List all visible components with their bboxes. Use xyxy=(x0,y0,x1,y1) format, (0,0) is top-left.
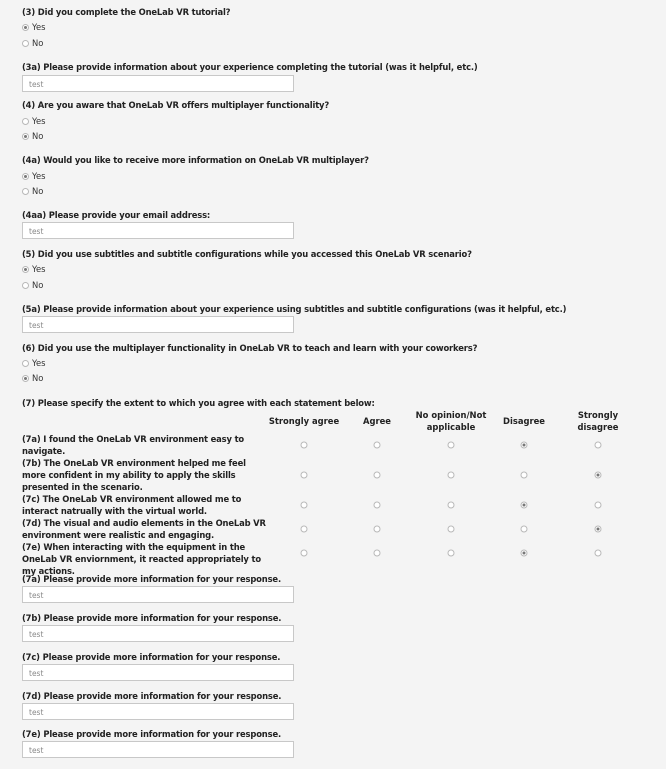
matrix-radio-7a-4[interactable] xyxy=(595,442,602,449)
radio-option-q4-yes[interactable] xyxy=(22,116,46,126)
matrix-radio-7b-0[interactable] xyxy=(301,472,308,479)
matrix-radio-7d-3[interactable] xyxy=(521,526,528,533)
question-label-q4: (4) Are you aware that OneLab VR offers multiplayer functionality? xyxy=(22,100,330,110)
followup-label: (7a) Please provide more information for your response. xyxy=(22,574,281,584)
question-label-q3: (3) Did you complete the OneLab VR tutorial? xyxy=(22,7,231,17)
radio-label: No xyxy=(32,131,44,141)
followup-label: (7d) Please provide more information for your response. xyxy=(22,691,282,701)
matrix-radio-7a-2[interactable] xyxy=(448,442,455,449)
matrix-radio-7b-3[interactable] xyxy=(521,472,528,479)
radio-option-q6-no[interactable] xyxy=(22,373,43,383)
radio-button[interactable] xyxy=(22,133,29,140)
matrix-row-statement: (7c) The OneLab VR environment allowed me to interact natrually with the virtual world. xyxy=(22,494,242,516)
question-label-q7: (7) Please specify the extent to which you agree with each statement below: xyxy=(22,398,375,408)
matrix-radio-7d-2[interactable] xyxy=(448,526,455,533)
radio-label: No xyxy=(32,186,44,196)
radio-option-q4a-yes[interactable] xyxy=(22,171,46,181)
radio-label: Yes xyxy=(32,264,46,274)
radio-option-q5-yes[interactable] xyxy=(22,264,46,274)
matrix-radio-7c-1[interactable] xyxy=(374,502,381,509)
question-label-q5: (5) Did you use subtitles and subtitle configurations while you accessed this OneLab VR scenario? xyxy=(22,249,472,259)
followup-label: (7c) Please provide more information for your response. xyxy=(22,652,281,662)
radio-option-q6-yes[interactable] xyxy=(22,358,46,368)
radio-button[interactable] xyxy=(22,173,29,180)
matrix-radio-7a-0[interactable] xyxy=(301,442,308,449)
text-input-q5a[interactable]: test xyxy=(22,316,294,333)
matrix-radio-7e-3[interactable] xyxy=(521,550,528,557)
radio-label: No xyxy=(32,280,44,290)
radio-label: No xyxy=(32,38,44,48)
matrix-column-header: Strongly disagree xyxy=(577,410,619,432)
followup-text-input[interactable]: test xyxy=(22,625,294,642)
matrix-radio-7a-1[interactable] xyxy=(374,442,381,449)
text-input-q3a[interactable]: test xyxy=(22,75,294,92)
radio-button[interactable] xyxy=(22,188,29,195)
question-label-q3a: (3a) Please provide information about your experience completing the tutorial (was it helpful, etc.) xyxy=(22,62,478,72)
followup-text-input[interactable]: test xyxy=(22,664,294,681)
matrix-radio-7b-2[interactable] xyxy=(448,472,455,479)
matrix-radio-7e-2[interactable] xyxy=(448,550,455,557)
matrix-radio-7e-0[interactable] xyxy=(301,550,308,557)
followup-label: (7e) Please provide more information for your response. xyxy=(22,729,282,739)
followup-text-input[interactable]: test xyxy=(22,703,294,720)
matrix-column-header: Agree xyxy=(363,416,391,426)
followup-text-input[interactable]: test xyxy=(22,586,294,603)
radio-label: Yes xyxy=(32,116,46,126)
matrix-row-statement: (7b) The OneLab VR environment helped me feel more confident in my ability to apply the skills presented in the scenario. xyxy=(22,458,246,492)
matrix-row-statement: (7d) The visual and audio elements in the OneLab VR environment were realistic and engaging. xyxy=(22,518,266,540)
matrix-radio-7a-3[interactable] xyxy=(521,442,528,449)
radio-option-q4-no[interactable] xyxy=(22,131,43,141)
radio-label: Yes xyxy=(32,22,46,32)
question-label-q5a: (5a) Please provide information about your experience using subtitles and subtitle configurations (was it helpful, etc.) xyxy=(22,304,567,314)
matrix-radio-7c-3[interactable] xyxy=(521,502,528,509)
matrix-radio-7d-1[interactable] xyxy=(374,526,381,533)
radio-label: Yes xyxy=(32,171,46,181)
radio-button[interactable] xyxy=(22,282,29,289)
matrix-column-header: Strongly agree xyxy=(268,416,340,426)
text-input-q4aa[interactable]: test xyxy=(22,222,294,239)
radio-option-q3-no[interactable] xyxy=(22,38,43,48)
matrix-column-header: No opinion/Not applicable xyxy=(415,410,487,432)
question-label-q6: (6) Did you use the multiplayer functionality in OneLab VR to teach and learn with your coworkers? xyxy=(22,343,478,353)
matrix-radio-7c-0[interactable] xyxy=(301,502,308,509)
matrix-column-header: Disagree xyxy=(503,416,545,426)
radio-button[interactable] xyxy=(22,118,29,125)
followup-label: (7b) Please provide more information for your response. xyxy=(22,613,282,623)
matrix-radio-7c-4[interactable] xyxy=(595,502,602,509)
radio-button[interactable] xyxy=(22,24,29,31)
matrix-radio-7e-4[interactable] xyxy=(595,550,602,557)
radio-label: No xyxy=(32,373,44,383)
matrix-radio-7d-4[interactable] xyxy=(595,526,602,533)
matrix-radio-7b-1[interactable] xyxy=(374,472,381,479)
radio-label: Yes xyxy=(32,358,46,368)
matrix-row-statement: (7e) When interacting with the equipment in the OneLab VR enviornment, it reacted appropriately to my actions. xyxy=(22,542,261,576)
radio-button[interactable] xyxy=(22,360,29,367)
question-label-q4a: (4a) Would you like to receive more information on OneLab VR multiplayer? xyxy=(22,155,369,165)
radio-button[interactable] xyxy=(22,40,29,47)
matrix-radio-7e-1[interactable] xyxy=(374,550,381,557)
radio-button[interactable] xyxy=(22,375,29,382)
matrix-row-statement: (7a) I found the OneLab VR environment easy to navigate. xyxy=(22,434,245,456)
question-label-q4aa: (4aa) Please provide your email address: xyxy=(22,210,211,220)
radio-button[interactable] xyxy=(22,266,29,273)
radio-option-q3-yes[interactable] xyxy=(22,22,46,32)
followup-text-input[interactable]: test xyxy=(22,741,294,758)
matrix-radio-7d-0[interactable] xyxy=(301,526,308,533)
matrix-radio-7c-2[interactable] xyxy=(448,502,455,509)
radio-option-q4a-no[interactable] xyxy=(22,186,43,196)
matrix-radio-7b-4[interactable] xyxy=(595,472,602,479)
radio-option-q5-no[interactable] xyxy=(22,280,43,290)
